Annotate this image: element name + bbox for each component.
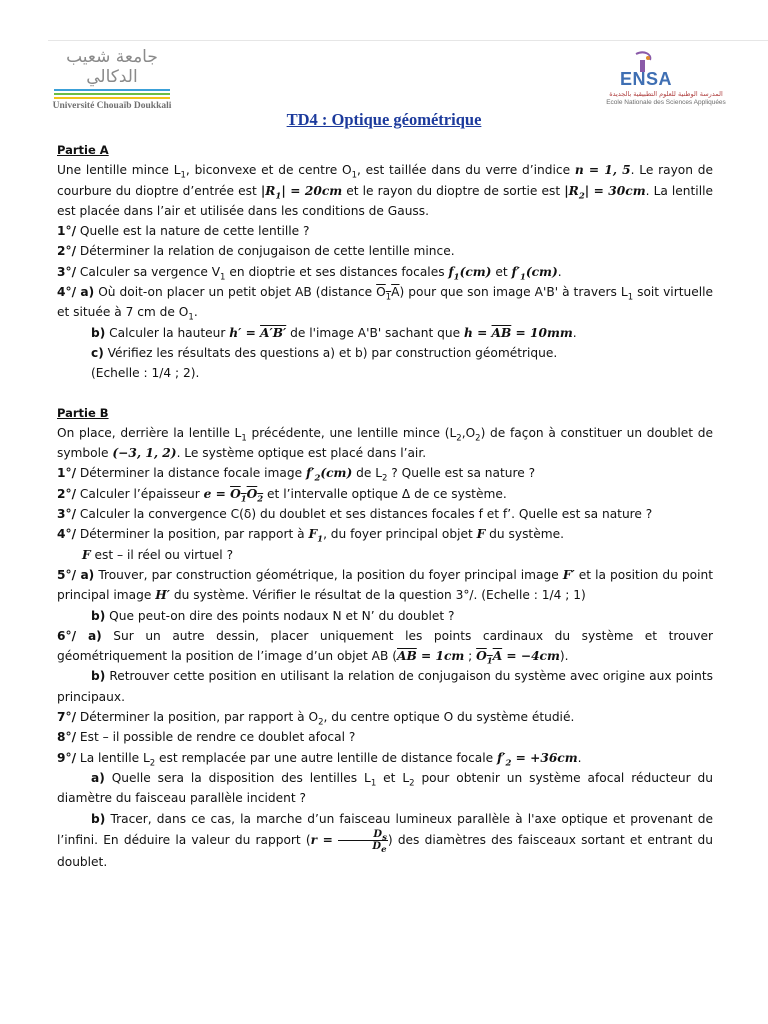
part-b-intro: On place, derrière la lentille $L_1$ précédente, une lentille mince $(L_2,O_2)$ de façon à constituer un doublet de symbole (−3, 1, 2). Le système optique est placé dans l’air. <box>57 425 714 461</box>
university-name-arabic: جامعة شعيب الدكالي <box>66 47 158 87</box>
ensa-wordmark: ENSA <box>620 69 673 89</box>
diameter-ratio-fraction: $\frac{D_s}{D_e}$ <box>338 829 387 852</box>
part-a-scale: (Echelle : 1/4 ; 2). <box>91 366 200 381</box>
school-name-french: Ecole Nationale des Sciences Appliquées <box>606 99 726 106</box>
part-b-heading: Partie B <box>57 405 109 420</box>
part-b-question-4-followup: F est – il réel ou virtuel ? <box>82 547 234 562</box>
part-b-question-9a: a) Quelle sera la disposition des lentilles $L_1$ et $L_2$ pour obtenir un système afocal réducteur du diamètre du faisceau parallèle incident ? <box>57 770 713 806</box>
part-b-question-9b: b) Tracer, dans ce cas, la marche d’un faisceau lumineux parallèle à l'axe optique et provenant de l’infini. En déduire la valeur du rapport (r = $\frac{D_s}{D_e}$ ) des diamètres des faisceaux sortant et entrant du doublet. <box>57 811 713 869</box>
logo-stripes <box>54 89 170 99</box>
part-a-question-4b: b) Calculer la hauteur h′ = A′B′ de l'image A'B' sachant que $h = \overline{AB} = 10mm$. <box>91 325 577 340</box>
part-b-question-6a: 6°/ a) Sur un autre dessin, placer uniquement les points cardinaux du système et trouver géométriquement la position de l’image d’un objet AB ($\overline{AB} = 1cm$ ; $O_1A = -4cm$). <box>57 628 714 667</box>
university-logo <box>48 47 176 111</box>
part-a-question-4c: c) Vérifiez les résultats des questions a) et b) par construction géométrique. <box>91 345 558 360</box>
part-b-question-2: 2°/ Calculer l’épaisseur $e = O_1O_2$ et l’intervalle optique Δ de ce système. <box>57 486 507 505</box>
part-b-question-7: 7°/ Déterminer la position, par rapport à $O_2$, du centre optique O du système étudié. <box>57 710 575 728</box>
ensa-logo <box>580 50 740 108</box>
part-b-question-5b: b) Que peut-on dire des points nodaux N et N’ du doublet ? <box>91 608 455 623</box>
part-b-question-1: 1°/ Déterminer la distance focale image $f'_2(cm)$ de $L_2$ ? Quelle est sa nature ? <box>57 466 536 484</box>
part-b-question-8: 8°/ Est – il possible de rendre ce doublet afocal ? <box>57 730 356 745</box>
part-a-intro: Une lentille mince $L_1$, biconvexe et de centre $O_1$, est taillée dans du verre d’indice n = 1, 5. Le rayon de courbure du dioptre d’entrée est $|R_1| = 20cm$ et le rayon du dioptre de sortie est $|R_2| = 30cm$. La lentille est placée dans l’air et utilisée dans les conditions de Gauss. <box>57 163 713 218</box>
part-a-question-3: 3°/ Calculer sa vergence $V_1$ en dioptrie et ses distances focales $f_1(cm)$ et $f'_1(cm)$. <box>57 264 562 283</box>
part-a-question-1: 1°/ Quelle est la nature de cette lentille ? <box>57 224 310 239</box>
university-name-french: Université Chouaïb Doukkali <box>52 101 172 111</box>
part-a-heading: Partie A <box>57 143 109 157</box>
part-a-question-4a: 4°/ a) Où doit-on placer un petit objet AB (distance $O_1A$) pour que son image A'B' à travers $L_1$ soit virtuelle et située à 7 cm de $O_1$. <box>57 285 713 323</box>
part-a-question-2: 2°/ Déterminer la relation de conjugaison de cette lentille mince. <box>57 244 455 259</box>
top-rule <box>48 40 768 41</box>
part-b-question-3: 3°/ Calculer la convergence C(δ) du doublet et ses distances focales f et f’. Quelle est sa nature ? <box>57 507 653 522</box>
part-b-question-6b: b) Retrouver cette position en utilisant la relation de conjugaison du système avec origine aux points principaux. <box>57 669 713 704</box>
document-title: TD4 : Optique géométrique <box>286 110 482 129</box>
part-b-question-4: 4°/ Déterminer la position, par rapport à $F_1$, du foyer principal objet F du système. <box>57 527 564 545</box>
document-body <box>57 140 713 872</box>
school-name-arabic: المدرسة الوطنية للعلوم التطبيقية بالجديدة <box>609 90 723 98</box>
part-b-question-5a: 5°/ a) Trouver, par construction géométrique, la position du foyer principal image F′ et la position du point principal image H′ du système. Vérifier le résultat de la question 3°/. (Echelle : 1/4 ; 1) <box>57 567 713 603</box>
part-b-question-9: 9°/ La lentille $L_2$ est remplacée par une autre lentille de distance focale $f'_2 = +36cm$. <box>57 750 582 769</box>
